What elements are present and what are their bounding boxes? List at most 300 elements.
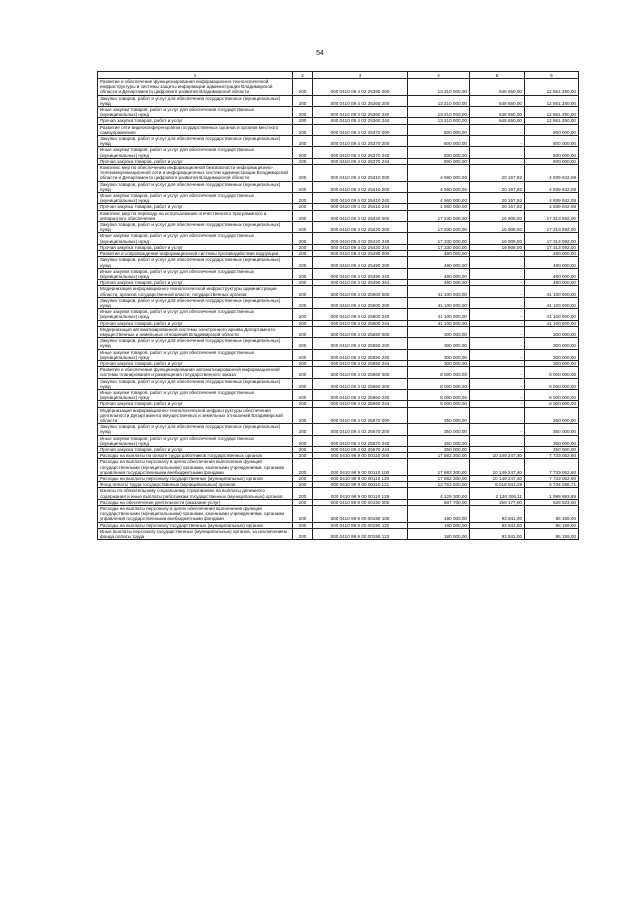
budget-code: 000 0410 09 4 02 25360 240	[313, 107, 408, 118]
budget-code: 000 0410 09 4 02 25370 240	[313, 147, 408, 158]
executed-amount: -	[470, 349, 525, 360]
approved-amount: 4 960 000,00	[408, 193, 470, 204]
budget-code: 000 0410 99 9 00 00190 120	[313, 522, 408, 528]
line-code: 200	[293, 181, 313, 192]
executed-amount: -	[470, 147, 525, 158]
item-name: Иные закупки товаров, работ и услуг для обеспечения государственных (муниципальных) нужд	[98, 349, 293, 360]
remaining-amount: 4 939 842,08	[525, 204, 579, 210]
item-name: Прочая закупка товаров, работ и услуг	[98, 244, 293, 250]
line-code: 200	[293, 158, 313, 164]
remaining-amount: 4 939 842,08	[525, 181, 579, 192]
line-code: 200	[293, 118, 313, 124]
line-code: 200	[293, 389, 313, 400]
remaining-amount: 528 523,00	[525, 499, 579, 505]
approved-amount: 17 330 000,00	[408, 222, 470, 233]
table-row	[98, 118, 579, 124]
executed-amount: -	[470, 297, 525, 308]
executed-amount: -	[470, 136, 525, 147]
remaining-amount: 86 159,00	[525, 528, 579, 539]
budget-code: 000 0410 09 4 02 25490 000	[313, 251, 408, 257]
line-code: 200	[293, 165, 313, 182]
approved-amount: 13 210 000,00	[408, 79, 470, 96]
remaining-amount: 4 939 842,08	[525, 165, 579, 182]
approved-amount: 17 882 300,00	[408, 459, 470, 476]
line-code: 200	[293, 367, 313, 378]
line-code: 200	[293, 210, 313, 221]
budget-code: 000 0410 09 4 02 25490 240	[313, 268, 408, 279]
executed-amount: 16 908,00	[470, 222, 525, 233]
budget-code: 000 0410 09 4 02 25370 244	[313, 158, 408, 164]
line-code: 200	[293, 360, 313, 366]
line-code: 200	[293, 326, 313, 337]
item-name: Развитие сети видеоконференцсвязи государственных органов и органов местного самоуправления	[98, 124, 293, 135]
approved-amount: 300 000,00	[408, 360, 470, 366]
line-code: 200	[293, 204, 313, 210]
line-code: 200	[293, 522, 313, 528]
remaining-amount: 800 000,00	[525, 158, 579, 164]
table-row	[98, 488, 579, 499]
executed-amount: 20 157,92	[470, 193, 525, 204]
executed-amount: -	[470, 401, 525, 407]
approved-amount: 480 000,00	[408, 251, 470, 257]
item-name: Иные выплаты персоналу государственных (муниципальных) органов, за исключением фонда оплаты труда	[98, 528, 293, 539]
budget-code: 000 0410 09 4 02 25550 244	[313, 360, 408, 366]
item-name: Закупка товаров, работ и услуг для обеспечения государственных (муниципальных) нужд	[98, 424, 293, 435]
header-cell: 5	[470, 72, 525, 79]
line-code: 200	[293, 124, 313, 135]
approved-amount: 8 000 000,00	[408, 367, 470, 378]
executed-amount: 16 908,00	[470, 244, 525, 250]
item-name: Закупка товаров, работ и услуг для обеспечения государственных (муниципальных) нужд	[98, 297, 293, 308]
approved-amount: 350 000,00	[408, 435, 470, 446]
executed-amount: 16 908,00	[470, 233, 525, 244]
line-code: 200	[293, 378, 313, 389]
remaining-amount: 8 000 000,00	[525, 367, 579, 378]
table-row	[98, 244, 579, 250]
executed-amount: -	[470, 424, 525, 435]
remaining-amount: 350 000,00	[525, 424, 579, 435]
approved-amount: 300 000,00	[408, 326, 470, 337]
item-name: Иные закупки товаров, работ и услуг для обеспечения государственных (муниципальных) нужд	[98, 233, 293, 244]
budget-code: 000 0410 09 4 02 25410 000	[313, 165, 408, 182]
budget-code: 000 0410 09 4 02 25560 244	[313, 401, 408, 407]
line-code: 200	[293, 320, 313, 326]
budget-code: 000 0410 09 4 02 25410 240	[313, 193, 408, 204]
table-row	[98, 95, 579, 106]
budget-code: 000 0410 09 4 02 25550 000	[313, 326, 408, 337]
executed-amount: -	[470, 320, 525, 326]
item-name: Закупка товаров, работ и услуг для обеспечения государственных (муниципальных) нужд	[98, 338, 293, 349]
item-name: Иные закупки товаров, работ и услуг для обеспечения государственных (муниципальных) нужд	[98, 193, 293, 204]
executed-amount: 16 908,00	[470, 210, 525, 221]
table-row	[98, 499, 579, 505]
table-row	[98, 222, 579, 233]
remaining-amount: 86 159,00	[525, 522, 579, 528]
item-name: Прочая закупка товаров, работ и услуг	[98, 360, 293, 366]
remaining-amount: 480 000,00	[525, 257, 579, 268]
remaining-amount: 5 734 058,71	[525, 482, 579, 488]
budget-code: 000 0410 09 4 02 25550 200	[313, 338, 408, 349]
budget-code: 000 0410 09 4 02 25360 244	[313, 118, 408, 124]
table-row	[98, 528, 579, 539]
budget-code: 000 0410 09 4 02 25500 240	[313, 309, 408, 320]
approved-amount: 4 960 000,00	[408, 165, 470, 182]
budget-code: 000 0410 09 4 02 25420 244	[313, 244, 408, 250]
approved-amount: 13 210 000,00	[408, 107, 470, 118]
line-code: 200	[293, 447, 313, 453]
table-row	[98, 286, 579, 297]
remaining-amount: 7 733 052,60	[525, 476, 579, 482]
line-code: 200	[293, 233, 313, 244]
remaining-amount: 41 100 000,00	[525, 286, 579, 297]
executed-amount: 648 650,00	[470, 79, 525, 96]
table-row	[98, 257, 579, 268]
item-name: Фонд оплаты труда государственных (муниципальных) органов	[98, 482, 293, 488]
item-name: Расходы на обеспечение деятельности (оказание услуг)	[98, 499, 293, 505]
remaining-amount: 8 000 000,00	[525, 401, 579, 407]
remaining-amount: 300 000,00	[525, 326, 579, 337]
item-name: Модернизация автоматизированной системы электронного архива Департамента имущественных и земельных отношений Владимирской области	[98, 326, 293, 337]
executed-amount: -	[470, 251, 525, 257]
executed-amount: -	[470, 447, 525, 453]
approved-amount: 800 000,00	[408, 158, 470, 164]
item-name: Иные закупки товаров, работ и услуг для обеспечения государственных (муниципальных) нужд	[98, 147, 293, 158]
remaining-amount: 480 000,00	[525, 280, 579, 286]
line-code: 200	[293, 268, 313, 279]
executed-amount: 10 149 247,40	[470, 453, 525, 459]
table-row	[98, 338, 579, 349]
item-name: Иные закупки товаров, работ и услуг для обеспечения государственных (муниципальных) нужд	[98, 435, 293, 446]
remaining-amount: 41 100 000,00	[525, 309, 579, 320]
item-name: Расходы на выплаты по оплате труда работников государственных органов	[98, 453, 293, 459]
table-row	[98, 124, 579, 135]
table-row	[98, 453, 579, 459]
remaining-amount: 300 000,00	[525, 349, 579, 360]
budget-code: 000 0410 09 4 02 25370 000	[313, 124, 408, 135]
table-row	[98, 79, 579, 96]
budget-code: 000 0410 09 4 02 25490 244	[313, 280, 408, 286]
remaining-amount: 17 313 092,00	[525, 222, 579, 233]
remaining-amount: 86 159,00	[525, 506, 579, 523]
approved-amount: 41 100 000,00	[408, 286, 470, 297]
approved-amount: 17 882 300,00	[408, 476, 470, 482]
line-code: 200	[293, 506, 313, 523]
line-code: 200	[293, 286, 313, 297]
budget-code: 000 0410 09 4 02 25570 200	[313, 424, 408, 435]
table-row	[98, 476, 579, 482]
remaining-amount: 17 313 092,00	[525, 210, 579, 221]
remaining-amount: 12 561 350,00	[525, 79, 579, 96]
executed-amount: 20 157,92	[470, 165, 525, 182]
remaining-amount: 17 313 092,00	[525, 233, 579, 244]
header-cell: 6	[525, 72, 579, 79]
line-code: 200	[293, 136, 313, 147]
remaining-amount: 1 998 993,89	[525, 488, 579, 499]
remaining-amount: 41 100 000,00	[525, 320, 579, 326]
table-row	[98, 233, 579, 244]
budget-code: 000 0410 09 4 02 25370 200	[313, 136, 408, 147]
item-name: Расходы на выплаты персоналу государственных (муниципальных) органов	[98, 476, 293, 482]
executed-amount: -	[470, 268, 525, 279]
executed-amount: 10 149 247,40	[470, 476, 525, 482]
budget-code: 000 0410 09 4 02 25420 000	[313, 210, 408, 221]
budget-code: 000 0410 99 9 00 00110 120	[313, 476, 408, 482]
approved-amount: 8 000 000,00	[408, 401, 470, 407]
remaining-amount: 350 000,00	[525, 447, 579, 453]
budget-code: 000 0410 09 4 02 25360 200	[313, 95, 408, 106]
executed-amount: -	[470, 326, 525, 337]
table-row	[98, 326, 579, 337]
budget-code: 000 0410 99 9 00 00110 129	[313, 488, 408, 499]
item-name: Комплекс мер по переходу на использование отечественного программного и аппаратного обеспечения	[98, 210, 293, 221]
approved-amount: 480 000,00	[408, 268, 470, 279]
executed-amount: 2 130 306,11	[470, 488, 525, 499]
item-name: Закупка товаров, работ и услуг для обеспечения государственных (муниципальных) нужд	[98, 95, 293, 106]
budget-code: 000 0410 09 4 02 25490 200	[313, 257, 408, 268]
remaining-amount: 8 000 000,00	[525, 378, 579, 389]
approved-amount: 41 100 000,00	[408, 297, 470, 308]
budget-code: 000 0410 99 9 00 00110 121	[313, 482, 408, 488]
budget-code: 000 0410 09 4 02 25360 000	[313, 79, 408, 96]
remaining-amount: 8 000 000,00	[525, 389, 579, 400]
budget-code: 000 0410 99 9 00 00190 122	[313, 528, 408, 539]
line-code: 200	[293, 401, 313, 407]
executed-amount: 93 841,00	[470, 506, 525, 523]
remaining-amount: 41 100 000,00	[525, 297, 579, 308]
line-code: 200	[293, 528, 313, 539]
item-name: Прочая закупка товаров, работ и услуг	[98, 280, 293, 286]
item-name: Модернизация информационно-технологической инфраструктуры обеспечения деятельности Департамента имущественных и земельных отношений Владимирской области	[98, 407, 293, 424]
item-name: Расходы на выплаты персоналу государственных (муниципальных) органов	[98, 522, 293, 528]
approved-amount: 300 000,00	[408, 338, 470, 349]
item-name: Прочая закупка товаров, работ и услуг	[98, 320, 293, 326]
header-cell: 1	[98, 72, 293, 79]
approved-amount: 480 000,00	[408, 280, 470, 286]
line-code: 200	[293, 309, 313, 320]
item-name: Прочая закупка товаров, работ и услуг	[98, 204, 293, 210]
executed-amount: -	[470, 280, 525, 286]
approved-amount: 350 000,00	[408, 447, 470, 453]
table-row	[98, 482, 579, 488]
approved-amount: 4 960 000,00	[408, 181, 470, 192]
table-row	[98, 407, 579, 424]
line-code: 200	[293, 193, 313, 204]
line-code: 200	[293, 244, 313, 250]
executed-amount: -	[470, 389, 525, 400]
line-code: 200	[293, 147, 313, 158]
page-number: 54	[316, 50, 324, 57]
item-name: Модернизация информационно-технологической инфраструктуры администрации области, органов государственной власти, государственных органов	[98, 286, 293, 297]
budget-code: 000 0410 99 9 00 00190 000	[313, 499, 408, 505]
item-name: Прочая закупка товаров, работ и услуг	[98, 158, 293, 164]
line-code: 200	[293, 499, 313, 505]
approved-amount: 800 000,00	[408, 147, 470, 158]
table-row	[98, 378, 579, 389]
budget-code: 000 0410 99 9 00 00110 100	[313, 459, 408, 476]
item-name: Развитие и обеспечение функционирования автоматизированной информационной системы планирования и размещения государственного заказа	[98, 367, 293, 378]
remaining-amount: 7 733 052,60	[525, 459, 579, 476]
table-row	[98, 349, 579, 360]
table-row	[98, 367, 579, 378]
item-name: Закупка товаров, работ и услуг для обеспечения государственных (муниципальных) нужд	[98, 181, 293, 192]
table-row	[98, 136, 579, 147]
line-code: 200	[293, 107, 313, 118]
approved-amount: 180 000,00	[408, 522, 470, 528]
line-code: 200	[293, 338, 313, 349]
item-name: Прочая закупка товаров, работ и услуг	[98, 447, 293, 453]
item-name: Иные закупки товаров, работ и услуг для обеспечения государственных (муниципальных) нужд	[98, 268, 293, 279]
executed-amount: 10 149 247,40	[470, 459, 525, 476]
item-name: Иные закупки товаров, работ и услуг для обеспечения государственных (муниципальных) нужд	[98, 309, 293, 320]
table-row	[98, 424, 579, 435]
approved-amount: 350 000,00	[408, 407, 470, 424]
line-code: 200	[293, 407, 313, 424]
budget-code: 000 0410 09 4 02 25550 240	[313, 349, 408, 360]
header-cell: 4	[408, 72, 470, 79]
remaining-amount: 4 939 842,08	[525, 193, 579, 204]
budget-code: 000 0410 99 9 00 00110 000	[313, 453, 408, 459]
executed-amount: -	[470, 435, 525, 446]
table-row	[98, 210, 579, 221]
line-code: 200	[293, 435, 313, 446]
table-row	[98, 435, 579, 446]
executed-amount: 648 650,00	[470, 118, 525, 124]
line-code: 200	[293, 349, 313, 360]
item-name: Прочая закупка товаров, работ и услуг	[98, 401, 293, 407]
executed-amount: 20 157,92	[470, 204, 525, 210]
table-header-row	[98, 72, 579, 79]
approved-amount: 4 960 000,00	[408, 204, 470, 210]
executed-amount: -	[470, 360, 525, 366]
table-row	[98, 193, 579, 204]
line-code: 200	[293, 280, 313, 286]
header-cell: 2	[293, 72, 313, 79]
remaining-amount: 350 000,00	[525, 407, 579, 424]
executed-amount: -	[470, 286, 525, 297]
executed-amount: -	[470, 124, 525, 135]
item-name: Прочая закупка товаров, работ и услуг	[98, 118, 293, 124]
remaining-amount: 7 733 052,60	[525, 453, 579, 459]
approved-amount: 17 882 300,00	[408, 453, 470, 459]
line-code: 200	[293, 482, 313, 488]
executed-amount: 159 177,00	[470, 499, 525, 505]
line-code: 200	[293, 459, 313, 476]
approved-amount: 8 000 000,00	[408, 389, 470, 400]
approved-amount: 17 330 000,00	[408, 244, 470, 250]
budget-code: 000 0410 09 4 02 25410 200	[313, 181, 408, 192]
item-name: Иные закупки товаров, работ и услуг для обеспечения государственных (муниципальных) нужд	[98, 107, 293, 118]
remaining-amount: 800 000,00	[525, 136, 579, 147]
table-row	[98, 506, 579, 523]
approved-amount: 41 100 000,00	[408, 320, 470, 326]
approved-amount: 800 000,00	[408, 124, 470, 135]
approved-amount: 8 000 000,00	[408, 378, 470, 389]
approved-amount: 13 753 000,00	[408, 482, 470, 488]
budget-code: 000 0410 09 4 02 25570 240	[313, 435, 408, 446]
table-row	[98, 309, 579, 320]
executed-amount: -	[470, 338, 525, 349]
item-name: Иные закупки товаров, работ и услуг для обеспечения государственных (муниципальных) нужд	[98, 389, 293, 400]
item-name: Взносы по обязательному социальному страхованию на выплаты денежного содержания и иные выплаты работникам государственных (муниципальных) органов	[98, 488, 293, 499]
executed-amount: 648 650,00	[470, 107, 525, 118]
executed-amount: -	[470, 158, 525, 164]
table-row	[98, 147, 579, 158]
table-row	[98, 107, 579, 118]
line-code: 200	[293, 476, 313, 482]
approved-amount: 13 210 000,00	[408, 118, 470, 124]
executed-amount: 93 841,00	[470, 522, 525, 528]
table-row	[98, 459, 579, 476]
remaining-amount: 12 561 350,00	[525, 118, 579, 124]
remaining-amount: 800 000,00	[525, 124, 579, 135]
remaining-amount: 300 000,00	[525, 338, 579, 349]
approved-amount: 17 330 000,00	[408, 233, 470, 244]
approved-amount: 180 000,00	[408, 528, 470, 539]
budget-code: 000 0410 99 9 00 00190 100	[313, 506, 408, 523]
remaining-amount: 300 000,00	[525, 360, 579, 366]
item-name: Расходы на выплаты персоналу в целях обеспечения выполнения функций государственными (муниципальными) органами, казенными учреждениями, органами управления государственными внебюджетными фондами	[98, 459, 293, 476]
budget-code: 000 0410 09 4 02 25500 200	[313, 297, 408, 308]
approved-amount: 300 000,00	[408, 349, 470, 360]
remaining-amount: 12 561 350,00	[525, 95, 579, 106]
item-name: Закупка товаров, работ и услуг для обеспечения государственных (муниципальных) нужд	[98, 257, 293, 268]
approved-amount: 17 330 000,00	[408, 210, 470, 221]
executed-amount: 93 841,00	[470, 528, 525, 539]
table-row	[98, 165, 579, 182]
executed-amount: 648 650,00	[470, 95, 525, 106]
budget-code: 000 0410 09 4 02 25410 244	[313, 204, 408, 210]
item-name: Комплекс мер по обеспечению информационной безопасности информационно-телекоммуникационной сети и информационных систем администрации Владимирской области и Департамента цифрового развития Владимирской области	[98, 165, 293, 182]
executed-amount: -	[470, 378, 525, 389]
budget-code: 000 0410 09 4 02 25500 244	[313, 320, 408, 326]
header-cell: 3	[313, 72, 408, 79]
line-code: 200	[293, 424, 313, 435]
remaining-amount: 17 313 092,00	[525, 244, 579, 250]
executed-amount: -	[470, 407, 525, 424]
table-row	[98, 204, 579, 210]
executed-amount: 8 018 941,29	[470, 482, 525, 488]
approved-amount: 687 700,00	[408, 499, 470, 505]
executed-amount: -	[470, 367, 525, 378]
item-name: Развитие и обеспечение функционирования информационно-технологической инфраструктуры и системы защиты информации администрации Владимирской области и Департамента цифрового развития Владимирской области	[98, 79, 293, 96]
line-code: 200	[293, 257, 313, 268]
budget-code: 000 0410 09 4 02 25560 000	[313, 367, 408, 378]
executed-amount: 20 157,92	[470, 181, 525, 192]
executed-amount: -	[470, 309, 525, 320]
table-row	[98, 268, 579, 279]
approved-amount: 41 100 000,00	[408, 309, 470, 320]
table-row	[98, 522, 579, 528]
approved-amount: 13 210 000,00	[408, 95, 470, 106]
budget-code: 000 0410 09 4 02 25420 200	[313, 222, 408, 233]
remaining-amount: 480 000,00	[525, 251, 579, 257]
line-code: 200	[293, 297, 313, 308]
item-name: Закупка товаров, работ и услуг для обеспечения государственных (муниципальных) нужд	[98, 222, 293, 233]
table-body	[98, 79, 579, 540]
approved-amount: 180 000,00	[408, 506, 470, 523]
remaining-amount: 12 561 350,00	[525, 107, 579, 118]
table-row	[98, 297, 579, 308]
approved-amount: 4 129 300,00	[408, 488, 470, 499]
line-code: 200	[293, 251, 313, 257]
approved-amount: 480 000,00	[408, 257, 470, 268]
line-code: 200	[293, 79, 313, 96]
budget-code: 000 0410 09 4 02 25420 240	[313, 233, 408, 244]
table-row	[98, 389, 579, 400]
line-code: 200	[293, 453, 313, 459]
item-name: Расходы на выплаты персоналу в целях обеспечения выполнения функций государственными (муниципальными) органами, казенными учреждениями, органами управления государственными внебюджетными фондами	[98, 506, 293, 523]
line-code: 200	[293, 95, 313, 106]
